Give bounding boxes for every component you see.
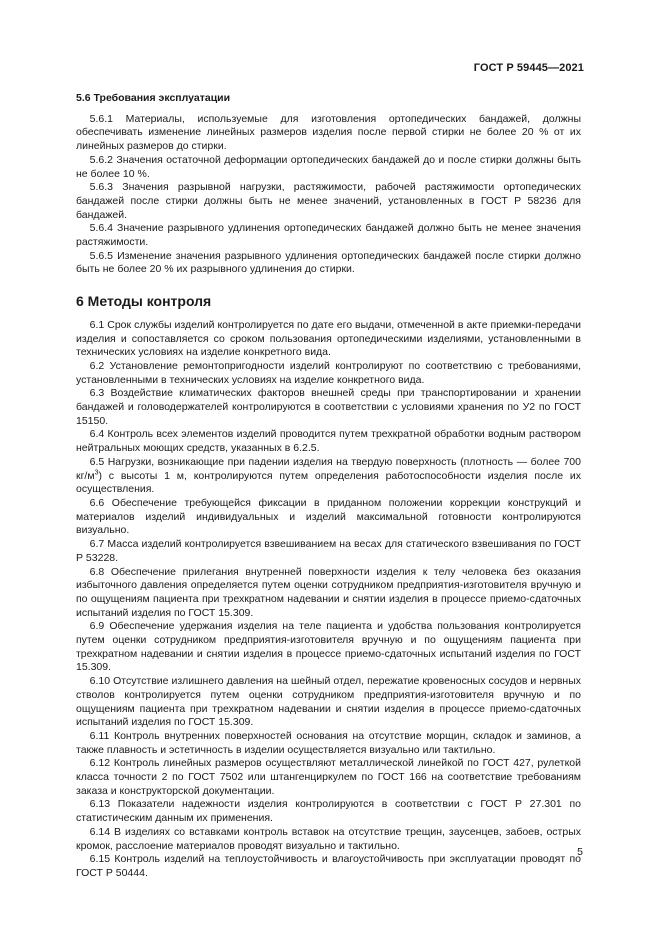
paragraph-5-6-5: 5.6.5 Изменение значения разрывного удлинения ортопедических бандажей после стирки должно быть не более 20 % их разрывного удлинения до стирки. [76,249,581,276]
paragraph-6-5-text-end: ) с высоты 1 м, контролируются путем определения работоспособности изделия после их осуществления. [76,469,581,496]
paragraph-6-11: 6.11 Контроль внутренних поверхностей основания на отсутствие морщин, складок и заминов, а также плавность и эстетичность в изделии осуществляется визуально или тактильно. [76,729,581,756]
paragraph-6-8: 6.8 Обеспечение прилегания внутренней поверхности изделия к телу человека без оказания избыточного давления определяется путем оценки сотрудником предприятия-изготовителя вручную и по ощущениям пациента при трехкратном надевании и снятии изделия в процессе приемо-сдаточных испытаний изделия по ГОСТ 15.309. [76,565,581,619]
paragraph-6-5-text-start: 6.5 Нагрузки, возникающие при падении изделия на твердую поверхность (плотность — более 700 кг/м [76,455,581,482]
paragraph-6-12: 6.12 Контроль линейных размеров осуществляют металлической линейкой по ГОСТ 427, рулеткой класса точности 2 по ГОСТ 7502 или штангенциркулем по ГОСТ 166 на соответствие требованиям заказа и конструкторской документации. [76,757,581,797]
paragraph-5-6-1: 5.6.1 Материалы, используемые для изготовления ортопедических бандажей, должны обеспечивать изменение линейных размеров изделия после первой стирки не более 20 % от их линейных размеров до стирки. [76,112,581,153]
paragraph-6-6: 6.6 Обеспечение требующейся фиксации в приданном положении коррекции конструкций и материалов изделий индивидуальных и изделий максимальной готовности контролируются визуально. [76,496,581,537]
paragraph-6-10: 6.10 Отсутствие излишнего давления на шейный отдел, пережатие кровеносных сосудов и нервных стволов контролируется путем оценки сотрудником предприятия-изготовителя вручную и по ощущениям пациента при трехкратном надевании и снятии изделия в процессе приемо-сдаточных испытаний изделия по ГОСТ 15.309. [76,675,581,729]
page-content [76,92,581,881]
document-id-header: ГОСТ Р 59445—2021 [473,62,584,74]
paragraph-5-6-3: 5.6.3 Значения разрывной нагрузки, растяжимости, рабочей растяжимости ортопедических бандажей после стирки должны быть не менее значений, установленных в ГОСТ Р 58236 для бандажей. [76,181,581,221]
section-heading: 6 Методы контроля [76,293,212,310]
paragraph-6-4: 6.4 Контроль всех элементов изделий проводится путем трехкратной обработки водным раствором нейтральных моющих средств, указанных в 6.2.5. [76,428,581,455]
paragraph-6-13: 6.13 Показатели надежности изделия контролируются в соответствии с ГОСТ Р 27.301 по статистическим данным их применения. [76,798,581,825]
paragraph-6-15: 6.15 Контроль изделий на теплоустойчивость и влагоустойчивость при эксплуатации проводят по ГОСТ Р 50444. [76,853,581,879]
paragraph-6-1: 6.1 Срок службы изделий контролируется по дате его выдачи, отмеченной в акте приемки-передачи изделия и сопоставляется со сроком пользования ортопедическими изделиями, установленными в технических условиях на изделие конкретного вида. [76,318,581,359]
paragraph-6-9: 6.9 Обеспечение удержания изделия на теле пациента и удобства пользования контролируется путем оценки сотрудником предприятия-изготовителя вручную и по ощущениям пациента при трехкратном надевании и снятии изделия в процессе приемо-сдаточных испытаний изделия по ГОСТ 15.309. [76,620,581,674]
paragraph-5-6-4: 5.6.4 Значение разрывного удлинения ортопедических бандажей должно быть не менее значения растяжимости. [76,222,581,249]
paragraph-6-14: 6.14 В изделиях со вставками контроль вставок на отсутствие трещин, заусенцев, забоев, острых кромок, расслоение материалов проводят визуально и тактильно. [76,825,581,852]
paragraph-6-2: 6.2 Установление ремонтопригодности изделий контролируют по соответствию с требованиями, установленными в технических условиях на изделие конкретного вида. [76,359,581,386]
cubic-superscript: 3 [94,469,99,477]
paragraph-6-7: 6.7 Масса изделий контролируется взвешиванием на весах для статического взвешивания по ГОСТ Р 53228. [76,538,581,564]
page-number: 5 [577,846,583,858]
paragraph-6-5 [76,456,581,497]
paragraph-6-3: 6.3 Воздействие климатических факторов внешней среды при транспортировании и хранении бандажей и головодержателей контролируются в соответствии с условиями хранения по У2 по ГОСТ 15150. [76,387,581,427]
subsection-heading: 5.6 Требования эксплуатации [76,92,231,104]
paragraph-5-6-2: 5.6.2 Значения остаточной деформации ортопедических бандажей до и после стирки должны быть не более 10 %. [76,153,581,180]
